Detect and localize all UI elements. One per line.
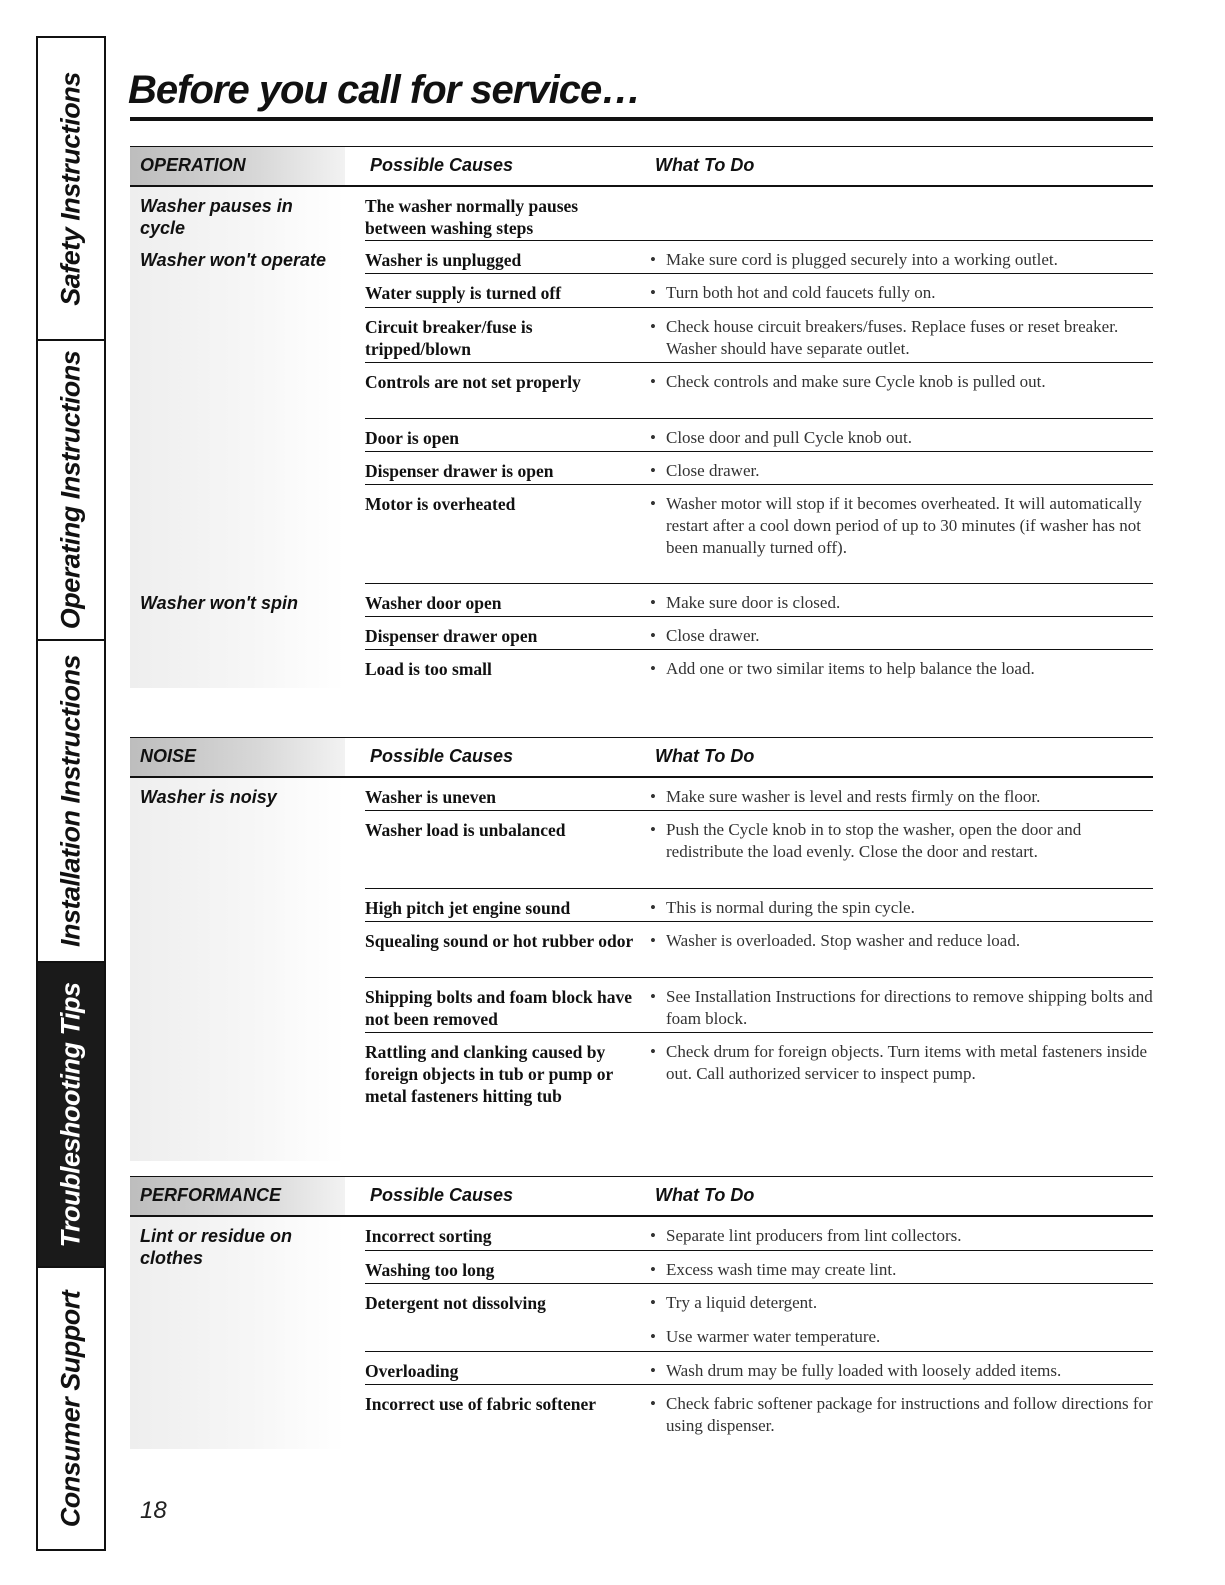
fix-text: Check house circuit breakers/fuses. Replace fuses or reset breaker. Washer should have separate outlet. [666, 317, 1119, 358]
problem-group [130, 1217, 1153, 1449]
section-operation [130, 146, 1153, 688]
cause-text: Controls are not set properly [365, 372, 581, 392]
table-row [365, 452, 1153, 485]
problem-label: Washer won't spin [140, 593, 298, 613]
fix-text: Close drawer. [666, 626, 760, 645]
section-sidebar [36, 36, 106, 1551]
cause-text: The washer normally pauses between washing steps [365, 196, 579, 238]
sidebar-tab-label: Consumer Support [55, 1290, 86, 1527]
fix-list [650, 1292, 1153, 1356]
fix-item [650, 1326, 1153, 1348]
table-row [365, 1284, 1153, 1352]
fix-list [650, 930, 1153, 960]
problem-group [130, 187, 1153, 241]
cause-text: Door is open [365, 428, 459, 448]
bullet-icon: • [650, 283, 656, 302]
fix-text: Washer motor will stop if it becomes overheated. It will automatically restart after a cool down period of up to 30 minutes (if washer has not been manually turned off). [666, 494, 1142, 557]
fix-item [650, 282, 1153, 304]
sidebar-tab-consumer-support[interactable] [38, 1268, 104, 1549]
cause-text: Load is too small [365, 659, 492, 679]
what-to-do-header: What To Do [655, 155, 755, 175]
section-header [130, 737, 1153, 778]
fix-item [650, 897, 1153, 919]
bullet-icon: • [650, 1293, 656, 1312]
table-row [365, 650, 1153, 688]
what-to-do-header: What To Do [655, 746, 755, 766]
sidebar-tab-troubleshooting[interactable] [38, 963, 104, 1268]
bullet-icon: • [650, 626, 656, 645]
table-row [365, 1033, 1153, 1161]
cause-text: Circuit breaker/fuse is tripped/blown [365, 317, 533, 359]
category-box [130, 738, 345, 776]
problem-label: Washer won't operate [140, 250, 326, 270]
cause-text: Incorrect use of fabric softener [365, 1394, 596, 1414]
table-row [365, 363, 1153, 419]
category-box [130, 147, 345, 185]
cause-text: Rattling and clanking caused by foreign objects in tub or pump or metal fasteners hitting tub [365, 1042, 613, 1106]
category-box [130, 1177, 345, 1215]
fix-list [650, 986, 1153, 1038]
table-row [365, 187, 1153, 241]
problem-label: Lint or residue on clothes [140, 1226, 293, 1268]
sidebar-tab-label: Operating Instructions [55, 350, 86, 630]
table-row [365, 419, 1153, 452]
table-row [365, 811, 1153, 889]
bullet-icon: • [650, 1260, 656, 1279]
bullet-icon: • [650, 659, 656, 678]
problem-shade [130, 241, 345, 584]
fix-text: Close drawer. [666, 461, 760, 480]
cause-text: Shipping bolts and foam block have not been removed [365, 987, 632, 1029]
page-title: Before you call for service… [128, 68, 641, 112]
fix-item [650, 930, 1153, 952]
fix-text: This is normal during the spin cycle. [666, 898, 915, 917]
bullet-icon: • [650, 372, 656, 391]
sidebar-tab-operating[interactable] [38, 341, 104, 641]
problem-label: Washer is noisy [140, 787, 277, 807]
fix-text: Push the Cycle knob in to stop the washer, open the door and redistribute the load evenly. Close the door and restart. [666, 820, 1082, 861]
section-performance [130, 1176, 1153, 1449]
fix-text: Check drum for foreign objects. Turn items with metal fasteners inside out. Call authorized servicer to inspect pump. [666, 1042, 1148, 1083]
fix-text: Check fabric softener package for instructions and follow directions for using dispenser. [666, 1394, 1153, 1435]
bullet-icon: • [650, 1042, 656, 1061]
fix-list [650, 371, 1153, 401]
cause-text: Washer load is unbalanced [365, 820, 566, 840]
table-row [365, 308, 1153, 363]
fix-list [650, 1393, 1153, 1445]
cause-text: Incorrect sorting [365, 1226, 492, 1246]
table-row [365, 485, 1153, 584]
table-row [365, 274, 1153, 308]
fix-item [650, 786, 1153, 808]
bullet-icon: • [650, 317, 656, 336]
section-header [130, 1176, 1153, 1217]
category-label: PERFORMANCE [140, 1185, 282, 1205]
cause-text: Water supply is turned off [365, 283, 562, 303]
fix-text: Make sure door is closed. [666, 593, 841, 612]
fix-list [650, 493, 1153, 567]
fix-text: Washer is overloaded. Stop washer and reduce load. [666, 931, 1021, 950]
fix-text: Close door and pull Cycle knob out. [666, 428, 913, 447]
table-row [365, 584, 1153, 617]
fix-text: Use warmer water temperature. [666, 1327, 881, 1346]
fix-item [650, 1259, 1153, 1281]
problem-group [130, 584, 1153, 688]
fix-item [650, 316, 1153, 360]
fix-item [650, 819, 1153, 863]
cause-text: Washer door open [365, 593, 502, 613]
fix-item [650, 1360, 1153, 1382]
fix-list [650, 1041, 1153, 1093]
sidebar-tab-safety[interactable] [38, 38, 104, 341]
bullet-icon: • [650, 787, 656, 806]
possible-causes-header: Possible Causes [370, 746, 514, 766]
fix-list [650, 658, 1153, 688]
category-label: OPERATION [140, 155, 246, 175]
fix-text: Add one or two similar items to help balance the load. [666, 659, 1035, 678]
fix-text: Make sure washer is level and rests firmly on the floor. [666, 787, 1041, 806]
cause-text: Squealing sound or hot rubber odor [365, 931, 634, 951]
fix-item [650, 592, 1153, 614]
bullet-icon: • [650, 1226, 656, 1245]
fix-item [650, 493, 1153, 559]
fix-item [650, 371, 1153, 393]
bullet-icon: • [650, 931, 656, 950]
fix-list [650, 819, 1153, 871]
fix-item [650, 1041, 1153, 1085]
sidebar-tab-installation[interactable] [38, 641, 104, 963]
bullet-icon: • [650, 593, 656, 612]
possible-causes-header: Possible Causes [370, 1185, 514, 1205]
fix-text: Check controls and make sure Cycle knob is pulled out. [666, 372, 1046, 391]
problem-group [130, 241, 1153, 584]
bullet-icon: • [650, 987, 656, 1006]
fix-item [650, 986, 1153, 1030]
page-number: 18 [140, 1497, 167, 1524]
table-row [365, 1385, 1153, 1449]
table-row [365, 617, 1153, 650]
fix-text: Separate lint producers from lint collectors. [666, 1226, 962, 1245]
possible-causes-header: Possible Causes [370, 155, 514, 175]
fix-text: Make sure cord is plugged securely into a working outlet. [666, 250, 1058, 269]
cause-text: Dispenser drawer open [365, 626, 538, 646]
bullet-icon: • [650, 461, 656, 480]
cause-text: Dispenser drawer is open [365, 461, 554, 481]
table-row [365, 978, 1153, 1033]
cause-text: Detergent not dissolving [365, 1293, 546, 1313]
sidebar-tab-label: Installation Instructions [55, 654, 86, 948]
table-row [365, 778, 1153, 811]
fix-text: Turn both hot and cold faucets fully on. [666, 283, 936, 302]
bullet-icon: • [650, 1361, 656, 1380]
problem-group [130, 778, 1153, 1161]
bullet-icon: • [650, 250, 656, 269]
fix-item [650, 625, 1153, 647]
sidebar-tab-label: Troubleshooting Tips [55, 982, 86, 1247]
category-label: NOISE [140, 746, 197, 766]
fix-text: Excess wash time may create lint. [666, 1260, 897, 1279]
title-rule [130, 117, 1153, 121]
fix-item [650, 460, 1153, 482]
fix-item [650, 427, 1153, 449]
table-row [365, 1217, 1153, 1251]
bullet-icon: • [650, 494, 656, 513]
section-header [130, 146, 1153, 187]
fix-text: Wash drum may be fully loaded with loosely added items. [666, 1361, 1062, 1380]
bullet-icon: • [650, 1327, 656, 1346]
fix-item [650, 1225, 1153, 1247]
bullet-icon: • [650, 898, 656, 917]
bullet-icon: • [650, 428, 656, 447]
what-to-do-header: What To Do [655, 1185, 755, 1205]
bullet-icon: • [650, 1394, 656, 1413]
table-row [365, 1352, 1153, 1385]
cause-text: High pitch jet engine sound [365, 898, 571, 918]
fix-text: See Installation Instructions for directions to remove shipping bolts and foam block. [666, 987, 1153, 1028]
cause-text: Washer is unplugged [365, 250, 522, 270]
fix-list [650, 316, 1153, 368]
table-row [365, 889, 1153, 922]
table-row [365, 241, 1153, 274]
cause-text: Washer is uneven [365, 787, 496, 807]
table-row [365, 1251, 1153, 1284]
bullet-icon: • [650, 820, 656, 839]
sidebar-tab-label: Safety Instructions [55, 71, 86, 306]
cause-text: Motor is overheated [365, 494, 516, 514]
fix-item [650, 249, 1153, 271]
section-noise [130, 737, 1153, 1161]
fix-item [650, 658, 1153, 680]
fix-item [650, 1393, 1153, 1437]
table-row [365, 922, 1153, 978]
problem-shade [130, 778, 345, 1161]
problem-label: Washer pauses in cycle [140, 196, 293, 238]
fix-item [650, 1292, 1153, 1314]
cause-text: Overloading [365, 1361, 459, 1381]
cause-text: Washing too long [365, 1260, 495, 1280]
fix-text: Try a liquid detergent. [666, 1293, 818, 1312]
